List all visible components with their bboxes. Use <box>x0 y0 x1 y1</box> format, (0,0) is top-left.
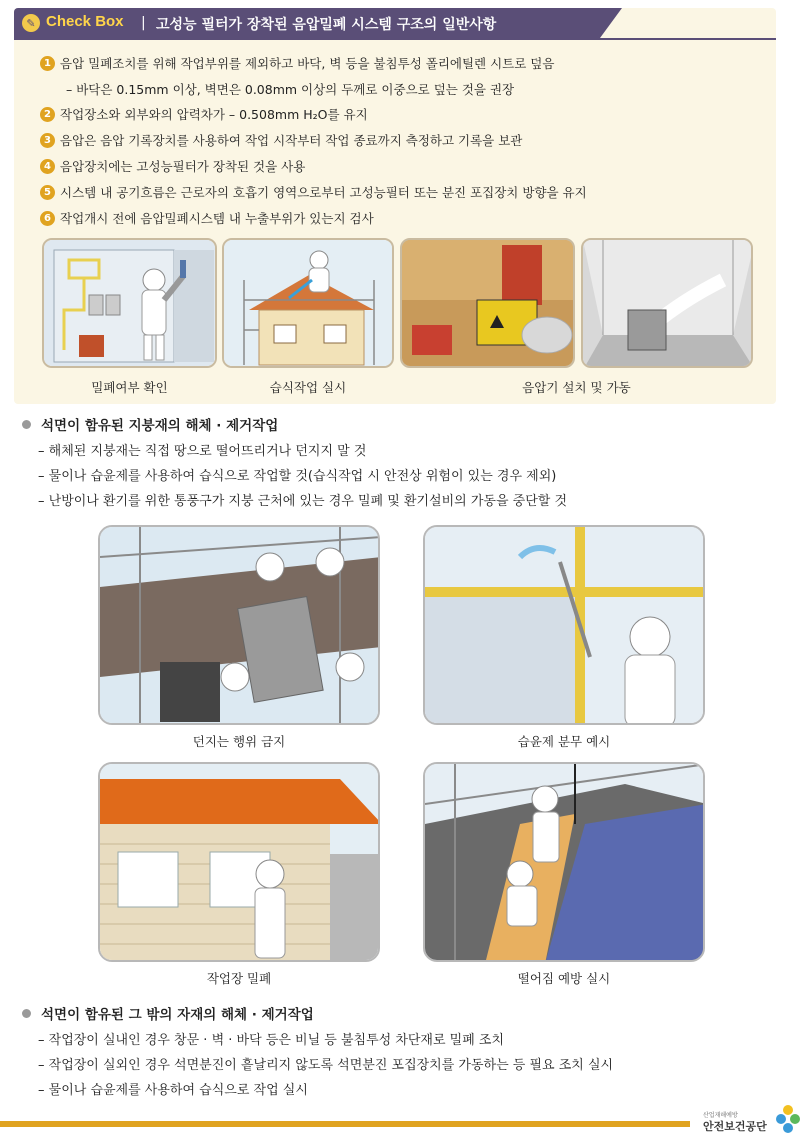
caption-wetting-spray: 습윤제 분무 예시 <box>517 734 611 749</box>
check-item-1-sub: – 바닥은 0.15mm 이상, 벽면은 0.08mm 이상의 두께로 이중으로 덮는 것을 권장 <box>66 82 515 97</box>
check-item-4 <box>40 157 305 175</box>
other-line-3: – 물이나 습윤제를 사용하여 습식으로 작업 실시 <box>38 1083 308 1098</box>
header-separator: | <box>141 15 146 31</box>
logo-name: 안전보건공단 <box>703 1120 767 1133</box>
fall-prevention-illustration <box>423 762 705 962</box>
section-title-text: 석면이 함유된 지붕재의 해체 · 제거작업 <box>41 418 279 434</box>
kosha-emblem-icon <box>775 1104 801 1134</box>
roof-line-1: – 해체된 지붕재는 직접 땅으로 떨어뜨리거나 던지지 말 것 <box>38 444 367 459</box>
section-title-text: 석면이 함유된 그 밖의 자재의 해체 · 제거작업 <box>41 1007 314 1023</box>
caption-wet-work: 습식작업 실시 <box>269 380 347 395</box>
roof-line-2: – 물이나 습윤제를 사용하여 습식으로 작업할 것(습식작업 시 안전상 위험이 있는 경우 제외) <box>38 469 557 484</box>
check-item-6 <box>40 209 374 227</box>
check-item-text: 시스템 내 공기흐름은 근로자의 호흡기 영역으로부터 고성능필터 또는 분진 포집장치 방향을 유지 <box>60 185 587 200</box>
number-badge: 1 <box>40 56 55 71</box>
check-box-panel <box>14 8 776 404</box>
caption-seal-check: 밀폐여부 확인 <box>91 380 168 395</box>
other-line-1: – 작업장이 실내인 경우 창문 · 벽 · 바닥 등은 비닐 등 불침투성 차단재로 밀폐 조치 <box>38 1033 505 1048</box>
check-item-text: 음압장치에는 고성능필터가 장착된 것을 사용 <box>60 159 306 174</box>
no-throwing-illustration <box>98 525 380 725</box>
wetting-spray-illustration <box>423 525 705 725</box>
check-item-5 <box>40 183 587 201</box>
caption-no-throwing: 던지는 행위 금지 <box>192 734 286 749</box>
negative-pressure-machine-photo <box>400 238 575 368</box>
check-box-title: 고성능 필터가 장착된 음압밀폐 시스템 구조의 일반사항 <box>156 17 497 33</box>
check-item-3 <box>40 131 522 149</box>
enclosure-machine-photo <box>581 238 753 368</box>
check-box-header <box>14 8 600 38</box>
check-item-text: 작업장소와 외부와의 압력차가 – 0.508mm H₂O를 유지 <box>60 107 368 122</box>
number-badge: 2 <box>40 107 55 122</box>
footer-bar <box>0 1121 690 1127</box>
other-line-2: – 작업장이 실외인 경우 석면분진이 흩날리지 않도록 석면분진 포집장치를 가동하는 등 필요 조치 실시 <box>38 1058 614 1073</box>
wet-work-illustration <box>222 238 394 368</box>
check-item-2 <box>40 105 368 123</box>
logo-subtitle: 산업재해예방 <box>703 1112 738 1119</box>
number-badge: 5 <box>40 185 55 200</box>
section-other-materials-title <box>22 1003 314 1023</box>
section-roof-title <box>22 414 278 434</box>
check-box-label: Check Box <box>46 13 124 30</box>
check-item-text: 음압 밀폐조치를 위해 작업부위를 제외하고 바닥, 벽 등을 불침투성 폴리에틸렌 시트로 덮음 <box>60 56 555 71</box>
site-sealing-illustration <box>98 762 380 962</box>
check-item-1 <box>40 54 554 72</box>
check-item-text: 작업개시 전에 음압밀폐시스템 내 누출부위가 있는지 검사 <box>60 211 374 226</box>
pencil-note-icon: ✎ <box>22 14 40 32</box>
number-badge: 6 <box>40 211 55 226</box>
kosha-logo <box>703 1104 803 1138</box>
bullet-icon <box>22 420 31 429</box>
check-item-text: 음압은 음압 기록장치를 사용하여 작업 시작부터 작업 종료까지 측정하고 기록을 보관 <box>60 133 523 148</box>
seal-check-illustration <box>42 238 217 368</box>
number-badge: 3 <box>40 133 55 148</box>
roof-line-3: – 난방이나 환기를 위한 통풍구가 지붕 근처에 있는 경우 밀폐 및 환기설비의 가동을 중단할 것 <box>38 494 567 509</box>
header-underline <box>14 38 776 40</box>
caption-site-sealing: 작업장 밀폐 <box>206 971 272 986</box>
caption-negative-pressure: 음압기 설치 및 가동 <box>522 380 631 395</box>
number-badge: 4 <box>40 159 55 174</box>
bullet-icon <box>22 1009 31 1018</box>
caption-fall-prevention: 떨어짐 예방 실시 <box>517 971 611 986</box>
